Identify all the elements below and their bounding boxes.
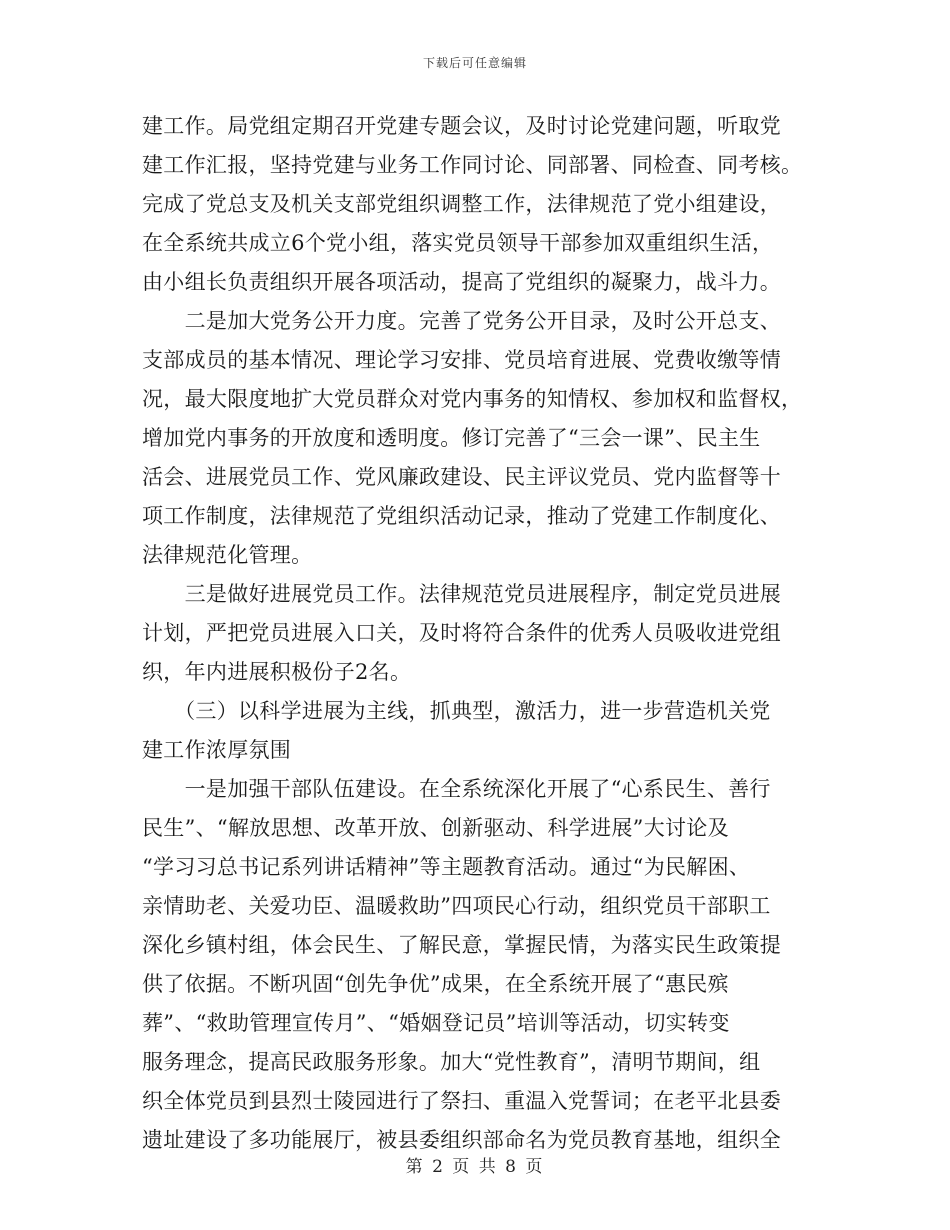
text-line: 由小组长负责组织开展各项活动，提高了党组织的凝聚力，战斗力。 [142, 270, 781, 294]
text-line: 活会、进展党员工作、党风廉政建设、民主评议党员、党内监督等十 [142, 465, 781, 489]
text-line: 计划，严把党员进展入口关，及时将符合条件的优秀人员吸收进党组 [142, 621, 781, 645]
text-line: 完成了党总支及机关支部党组织调整工作，法律规范了党小组建设， [142, 192, 781, 216]
text-line: 织，年内进展积极份子2名。 [142, 660, 412, 684]
text-line: 支部成员的基本情况、理论学习安排、党员培育进展、党费收缴等情 [142, 348, 781, 372]
text-line: “学习习总书记系列讲话精神”等主题教育活动。通过“为民解困、 [142, 855, 751, 879]
text-line: 三是做好进展党员工作。法律规范党员进展程序，制定党员进展 [142, 582, 781, 606]
page-number-footer: 第 2 页 共 8 页 [405, 1157, 545, 1177]
document-body [142, 107, 810, 1160]
text-line: 建工作汇报，坚持党建与业务工作同讨论、同部署、同检查、同考核。 [142, 153, 803, 177]
text-line: 服务理念，提高民政服务形象。加大“党性教育”，清明节期间，组 [142, 1050, 761, 1074]
section-heading-line: 建工作浓厚氛围 [142, 738, 292, 762]
text-line: 法律规范化管理。 [142, 543, 313, 567]
text-line: 项工作制度，法律规范了党组织活动记录，推动了党建工作制度化、 [142, 504, 781, 528]
text-line: 葬”、“救助管理宣传月”、“婚姻登记员”培训等活动，切实转变 [142, 1011, 730, 1035]
text-line: 增加党内事务的开放度和透明度。修订完善了“三会一课”、民主生 [142, 426, 761, 450]
text-line: 二是加大党务公开力度。完善了党务公开目录，及时公开总支、 [142, 309, 781, 333]
text-line: 一是加强干部队伍建设。在全系统深化开展了“心系民生、善行 [142, 777, 771, 801]
text-line: 亲情助老、关爱功臣、温暖救助”四项民心行动，组织党员干部职工 [142, 894, 771, 918]
text-line: 深化乡镇村组，体会民生、了解民意，掌握民情，为落实民生政策提 [142, 933, 781, 957]
text-line: 织全体党员到县烈士陵园进行了祭扫、重温入党誓词；在老平北县委 [142, 1089, 781, 1113]
section-heading-line: （三）以科学进展为主线，抓典型，激活力，进一步营造机关党 [142, 699, 771, 723]
text-line: 供了依据。不断巩固“创先争优”成果，在全系统开展了“惠民殡 [142, 972, 729, 996]
text-line: 遗址建设了多功能展厅，被县委组织部命名为党员教育基地，组织全 [142, 1128, 781, 1152]
text-line: 在全系统共成立6个党小组，落实党员领导干部参加双重组织生活， [142, 231, 774, 255]
page-header: 下载后可任意编辑 [422, 56, 527, 70]
text-line: 民生”、“解放思想、改革开放、创新驱动、科学进展”大讨论及 [142, 816, 729, 840]
text-line: 况，最大限度地扩大党员群众对党内事务的知情权、参加权和监督权， [142, 387, 803, 411]
text-line: 建工作。局党组定期召开党建专题会议，及时讨论党建问题，听取党 [142, 114, 781, 138]
